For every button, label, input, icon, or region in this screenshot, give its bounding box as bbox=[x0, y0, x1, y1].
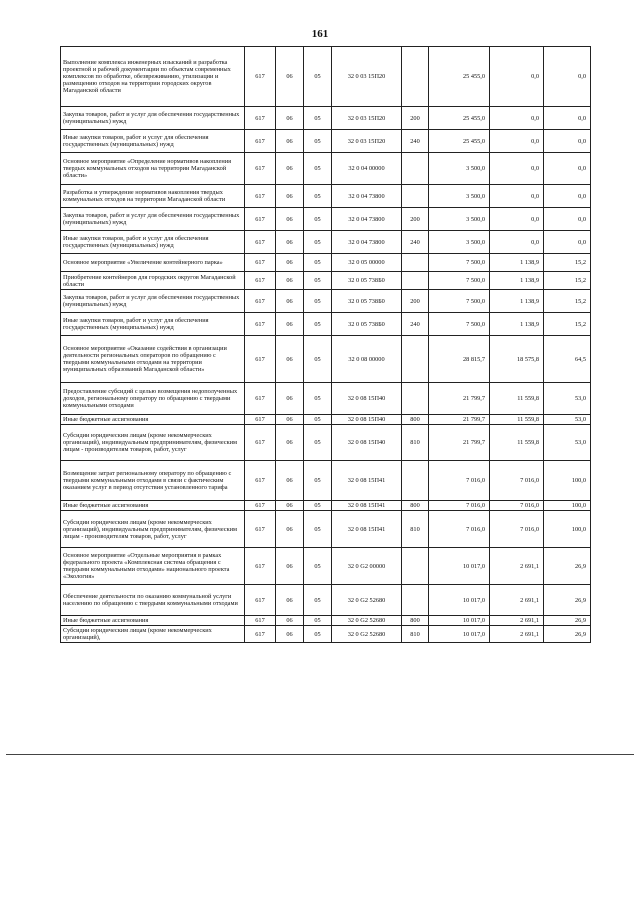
code-subsection: 05 bbox=[304, 208, 332, 231]
table-row bbox=[61, 415, 591, 425]
row-description: Обеспечение деятельности по оказанию коммунальной услуги населению по обращению с твердыми коммунальными отходами bbox=[61, 585, 245, 616]
code-section: 06 bbox=[276, 130, 304, 153]
amount-plan: 3 500,0 bbox=[429, 153, 490, 185]
table-row bbox=[61, 336, 591, 383]
code-target: 32 0 08 15П41 bbox=[332, 461, 402, 501]
percent-executed: 0,0 bbox=[544, 153, 591, 185]
amount-actual: 0,0 bbox=[490, 107, 544, 130]
amount-actual: 1 138,9 bbox=[490, 313, 544, 336]
amount-plan: 3 500,0 bbox=[429, 185, 490, 208]
code-gl: 617 bbox=[245, 501, 276, 511]
row-description: Выполнение комплекса инженерных изысканий и разработка проектной и рабочей документации по объектам современных комплексов по обработке, обезвреживанию, утилизации и размещению отходов на территории городских округов Магаданской области bbox=[61, 47, 245, 107]
code-target: 32 0 08 15П40 bbox=[332, 383, 402, 415]
amount-actual: 7 016,0 bbox=[490, 501, 544, 511]
row-description: Основное мероприятие «Отдельные мероприятия в рамках федерального проекта «Комплексная система обращения с твердыми коммунальными отходами» национального проекта «Экология» bbox=[61, 548, 245, 585]
row-description: Основное мероприятие «Определение нормативов накопления твердых коммунальных отходов на территории Магаданской области» bbox=[61, 153, 245, 185]
code-subsection: 05 bbox=[304, 272, 332, 290]
percent-executed: 53,0 bbox=[544, 425, 591, 461]
percent-executed: 0,0 bbox=[544, 231, 591, 254]
code-gl: 617 bbox=[245, 153, 276, 185]
code-gl: 617 bbox=[245, 548, 276, 585]
table-row bbox=[61, 501, 591, 511]
code-gl: 617 bbox=[245, 626, 276, 643]
code-section: 06 bbox=[276, 231, 304, 254]
code-expense-type: 200 bbox=[402, 107, 429, 130]
amount-plan: 10 017,0 bbox=[429, 585, 490, 616]
percent-executed: 0,0 bbox=[544, 208, 591, 231]
table-row bbox=[61, 290, 591, 313]
amount-actual: 7 016,0 bbox=[490, 511, 544, 548]
amount-actual: 0,0 bbox=[490, 130, 544, 153]
code-gl: 617 bbox=[245, 313, 276, 336]
code-expense-type bbox=[402, 254, 429, 272]
table-row bbox=[61, 425, 591, 461]
code-target: 32 0 05 738Б0 bbox=[332, 272, 402, 290]
code-target: 32 0 G2 00000 bbox=[332, 548, 402, 585]
code-section: 06 bbox=[276, 616, 304, 626]
row-description: Приобретение контейнеров для городских округов Магаданской области bbox=[61, 272, 245, 290]
row-description: Возмещение затрат региональному оператору по обращению с твердыми коммунальными отходами в связи с фактическим оказанием услуг в период отсутствия установленного тарифа bbox=[61, 461, 245, 501]
amount-actual: 2 691,1 bbox=[490, 585, 544, 616]
code-gl: 617 bbox=[245, 415, 276, 425]
code-expense-type: 800 bbox=[402, 501, 429, 511]
code-gl: 617 bbox=[245, 107, 276, 130]
amount-actual: 0,0 bbox=[490, 231, 544, 254]
code-subsection: 05 bbox=[304, 254, 332, 272]
amount-actual: 11 559,8 bbox=[490, 415, 544, 425]
amount-actual: 11 559,8 bbox=[490, 425, 544, 461]
amount-plan: 25 455,0 bbox=[429, 130, 490, 153]
percent-executed: 15,2 bbox=[544, 313, 591, 336]
code-section: 06 bbox=[276, 585, 304, 616]
amount-plan: 7 500,0 bbox=[429, 272, 490, 290]
code-gl: 617 bbox=[245, 290, 276, 313]
amount-plan: 7 016,0 bbox=[429, 511, 490, 548]
code-section: 06 bbox=[276, 336, 304, 383]
code-expense-type bbox=[402, 548, 429, 585]
code-subsection: 05 bbox=[304, 290, 332, 313]
percent-executed: 53,0 bbox=[544, 383, 591, 415]
table-row bbox=[61, 585, 591, 616]
code-target: 32 0 08 15П40 bbox=[332, 415, 402, 425]
amount-plan: 21 799,7 bbox=[429, 383, 490, 415]
amount-plan: 7 500,0 bbox=[429, 290, 490, 313]
percent-executed: 15,2 bbox=[544, 290, 591, 313]
row-description: Иные закупки товаров, работ и услуг для обеспечения государственных (муниципальных) нужд bbox=[61, 231, 245, 254]
code-subsection: 05 bbox=[304, 511, 332, 548]
percent-executed: 15,2 bbox=[544, 272, 591, 290]
table-row bbox=[61, 616, 591, 626]
amount-actual: 18 575,8 bbox=[490, 336, 544, 383]
code-section: 06 bbox=[276, 415, 304, 425]
percent-executed: 0,0 bbox=[544, 107, 591, 130]
table-row bbox=[61, 153, 591, 185]
table-row bbox=[61, 231, 591, 254]
table-row bbox=[61, 383, 591, 415]
code-subsection: 05 bbox=[304, 336, 332, 383]
amount-plan: 10 017,0 bbox=[429, 548, 490, 585]
code-target: 32 0 04 73800 bbox=[332, 185, 402, 208]
table-row bbox=[61, 313, 591, 336]
code-subsection: 05 bbox=[304, 626, 332, 643]
code-target: 32 0 03 15П20 bbox=[332, 47, 402, 107]
code-gl: 617 bbox=[245, 616, 276, 626]
code-section: 06 bbox=[276, 47, 304, 107]
code-expense-type bbox=[402, 336, 429, 383]
code-section: 06 bbox=[276, 501, 304, 511]
code-expense-type: 200 bbox=[402, 290, 429, 313]
amount-plan: 21 799,7 bbox=[429, 425, 490, 461]
code-section: 06 bbox=[276, 208, 304, 231]
code-gl: 617 bbox=[245, 47, 276, 107]
code-gl: 617 bbox=[245, 185, 276, 208]
code-section: 06 bbox=[276, 548, 304, 585]
table-row bbox=[61, 107, 591, 130]
table-row bbox=[61, 272, 591, 290]
table-row bbox=[61, 47, 591, 107]
amount-plan: 10 017,0 bbox=[429, 626, 490, 643]
code-expense-type: 810 bbox=[402, 425, 429, 461]
code-subsection: 05 bbox=[304, 47, 332, 107]
percent-executed: 0,0 bbox=[544, 130, 591, 153]
code-gl: 617 bbox=[245, 130, 276, 153]
amount-actual: 2 691,1 bbox=[490, 626, 544, 643]
percent-executed: 26,9 bbox=[544, 626, 591, 643]
amount-actual: 11 559,8 bbox=[490, 383, 544, 415]
bottom-divider bbox=[6, 754, 634, 755]
code-gl: 617 bbox=[245, 461, 276, 501]
row-description: Закупка товаров, работ и услуг для обеспечения государственных (муниципальных) нужд bbox=[61, 208, 245, 231]
code-subsection: 05 bbox=[304, 185, 332, 208]
code-target: 32 0 G2 52680 bbox=[332, 626, 402, 643]
code-subsection: 05 bbox=[304, 616, 332, 626]
code-gl: 617 bbox=[245, 585, 276, 616]
code-gl: 617 bbox=[245, 254, 276, 272]
code-gl: 617 bbox=[245, 425, 276, 461]
row-description: Разработка и утверждение нормативов накопления твердых коммунальных отходов на территории Магаданской области bbox=[61, 185, 245, 208]
table-row bbox=[61, 626, 591, 643]
page-number: 161 bbox=[311, 28, 329, 40]
code-subsection: 05 bbox=[304, 585, 332, 616]
code-expense-type bbox=[402, 383, 429, 415]
code-gl: 617 bbox=[245, 208, 276, 231]
code-gl: 617 bbox=[245, 383, 276, 415]
percent-executed: 100,0 bbox=[544, 511, 591, 548]
table-row bbox=[61, 254, 591, 272]
code-subsection: 05 bbox=[304, 383, 332, 415]
code-subsection: 05 bbox=[304, 425, 332, 461]
code-target: 32 0 08 15П40 bbox=[332, 425, 402, 461]
amount-actual: 1 138,9 bbox=[490, 290, 544, 313]
code-target: 32 0 08 15П41 bbox=[332, 501, 402, 511]
row-description: Основное мероприятие «Оказание содействия в организации деятельности региональных операторов по обращению с твердыми коммунальными отходами на территории муниципальных образований Магаданской области» bbox=[61, 336, 245, 383]
code-section: 06 bbox=[276, 272, 304, 290]
row-description: Субсидии юридическим лицам (кроме некоммерческих организаций), bbox=[61, 626, 245, 643]
row-description: Иные бюджетные ассигнования bbox=[61, 501, 245, 511]
code-section: 06 bbox=[276, 383, 304, 415]
code-section: 06 bbox=[276, 107, 304, 130]
code-target: 32 0 04 73800 bbox=[332, 208, 402, 231]
row-description: Основное мероприятие «Увеличение контейнерного парка» bbox=[61, 254, 245, 272]
code-subsection: 05 bbox=[304, 153, 332, 185]
code-expense-type bbox=[402, 272, 429, 290]
amount-actual: 0,0 bbox=[490, 185, 544, 208]
code-expense-type bbox=[402, 47, 429, 107]
amount-actual: 0,0 bbox=[490, 208, 544, 231]
table-row bbox=[61, 130, 591, 153]
row-description: Субсидии юридическим лицам (кроме некоммерческих организаций), индивидуальным предпринимателям, физическим лицам - производителям товаров, работ, услуг bbox=[61, 425, 245, 461]
table-row bbox=[61, 511, 591, 548]
code-expense-type bbox=[402, 461, 429, 501]
code-subsection: 05 bbox=[304, 548, 332, 585]
code-target: 32 0 03 15П20 bbox=[332, 107, 402, 130]
code-target: 32 0 G2 52680 bbox=[332, 585, 402, 616]
code-target: 32 0 03 15П20 bbox=[332, 130, 402, 153]
percent-executed: 100,0 bbox=[544, 501, 591, 511]
amount-plan: 25 455,0 bbox=[429, 107, 490, 130]
code-expense-type: 810 bbox=[402, 626, 429, 643]
row-description: Иные закупки товаров, работ и услуг для обеспечения государственных (муниципальных) нужд bbox=[61, 130, 245, 153]
percent-executed: 26,9 bbox=[544, 548, 591, 585]
code-expense-type: 800 bbox=[402, 616, 429, 626]
budget-table bbox=[60, 46, 591, 643]
amount-plan: 3 500,0 bbox=[429, 208, 490, 231]
amount-plan: 21 799,7 bbox=[429, 415, 490, 425]
amount-actual: 7 016,0 bbox=[490, 461, 544, 501]
row-description: Закупка товаров, работ и услуг для обеспечения государственных (муниципальных) нужд bbox=[61, 290, 245, 313]
code-subsection: 05 bbox=[304, 130, 332, 153]
percent-executed: 15,2 bbox=[544, 254, 591, 272]
code-section: 06 bbox=[276, 511, 304, 548]
code-expense-type: 800 bbox=[402, 415, 429, 425]
code-subsection: 05 bbox=[304, 231, 332, 254]
row-description: Иные бюджетные ассигнования bbox=[61, 616, 245, 626]
amount-actual: 0,0 bbox=[490, 47, 544, 107]
percent-executed: 26,9 bbox=[544, 616, 591, 626]
amount-actual: 0,0 bbox=[490, 153, 544, 185]
code-section: 06 bbox=[276, 626, 304, 643]
code-subsection: 05 bbox=[304, 313, 332, 336]
amount-plan: 3 500,0 bbox=[429, 231, 490, 254]
code-expense-type bbox=[402, 585, 429, 616]
code-expense-type: 240 bbox=[402, 130, 429, 153]
row-description: Закупка товаров, работ и услуг для обеспечения государственных (муниципальных) нужд bbox=[61, 107, 245, 130]
code-section: 06 bbox=[276, 313, 304, 336]
code-target: 32 0 G2 52680 bbox=[332, 616, 402, 626]
amount-actual: 1 138,9 bbox=[490, 254, 544, 272]
percent-executed: 64,5 bbox=[544, 336, 591, 383]
code-section: 06 bbox=[276, 185, 304, 208]
percent-executed: 100,0 bbox=[544, 461, 591, 501]
code-section: 06 bbox=[276, 254, 304, 272]
amount-plan: 7 016,0 bbox=[429, 461, 490, 501]
row-description: Иные закупки товаров, работ и услуг для обеспечения государственных (муниципальных) нужд bbox=[61, 313, 245, 336]
amount-plan: 7 500,0 bbox=[429, 254, 490, 272]
code-section: 06 bbox=[276, 461, 304, 501]
code-section: 06 bbox=[276, 290, 304, 313]
table-row bbox=[61, 185, 591, 208]
code-expense-type: 240 bbox=[402, 313, 429, 336]
amount-plan: 28 815,7 bbox=[429, 336, 490, 383]
code-target: 32 0 05 738Б0 bbox=[332, 290, 402, 313]
code-section: 06 bbox=[276, 425, 304, 461]
table-row bbox=[61, 548, 591, 585]
code-expense-type bbox=[402, 153, 429, 185]
code-subsection: 05 bbox=[304, 461, 332, 501]
code-gl: 617 bbox=[245, 511, 276, 548]
code-target: 32 0 08 00000 bbox=[332, 336, 402, 383]
amount-actual: 2 691,1 bbox=[490, 548, 544, 585]
code-section: 06 bbox=[276, 153, 304, 185]
percent-executed: 26,9 bbox=[544, 585, 591, 616]
code-expense-type: 200 bbox=[402, 208, 429, 231]
code-gl: 617 bbox=[245, 231, 276, 254]
row-description: Иные бюджетные ассигнования bbox=[61, 415, 245, 425]
percent-executed: 0,0 bbox=[544, 47, 591, 107]
table-row bbox=[61, 208, 591, 231]
amount-plan: 7 016,0 bbox=[429, 501, 490, 511]
code-expense-type: 810 bbox=[402, 511, 429, 548]
code-target: 32 0 04 73800 bbox=[332, 231, 402, 254]
code-target: 32 0 04 00000 bbox=[332, 153, 402, 185]
table-row bbox=[61, 461, 591, 501]
amount-actual: 1 138,9 bbox=[490, 272, 544, 290]
code-target: 32 0 05 00000 bbox=[332, 254, 402, 272]
code-subsection: 05 bbox=[304, 501, 332, 511]
code-gl: 617 bbox=[245, 272, 276, 290]
code-subsection: 05 bbox=[304, 107, 332, 130]
code-expense-type bbox=[402, 185, 429, 208]
code-gl: 617 bbox=[245, 336, 276, 383]
amount-plan: 7 500,0 bbox=[429, 313, 490, 336]
amount-plan: 10 017,0 bbox=[429, 616, 490, 626]
code-subsection: 05 bbox=[304, 415, 332, 425]
percent-executed: 53,0 bbox=[544, 415, 591, 425]
row-description: Субсидии юридическим лицам (кроме некоммерческих организаций), индивидуальным предпринимателям, физическим лицам - производителям товаров, работ, услуг bbox=[61, 511, 245, 548]
amount-plan: 25 455,0 bbox=[429, 47, 490, 107]
code-target: 32 0 08 15П41 bbox=[332, 511, 402, 548]
amount-actual: 2 691,1 bbox=[490, 616, 544, 626]
percent-executed: 0,0 bbox=[544, 185, 591, 208]
code-expense-type: 240 bbox=[402, 231, 429, 254]
row-description: Предоставление субсидий с целью возмещения недополученных доходов, региональному оператору по обращению с твердыми коммунальными отходами bbox=[61, 383, 245, 415]
code-target: 32 0 05 738Б0 bbox=[332, 313, 402, 336]
